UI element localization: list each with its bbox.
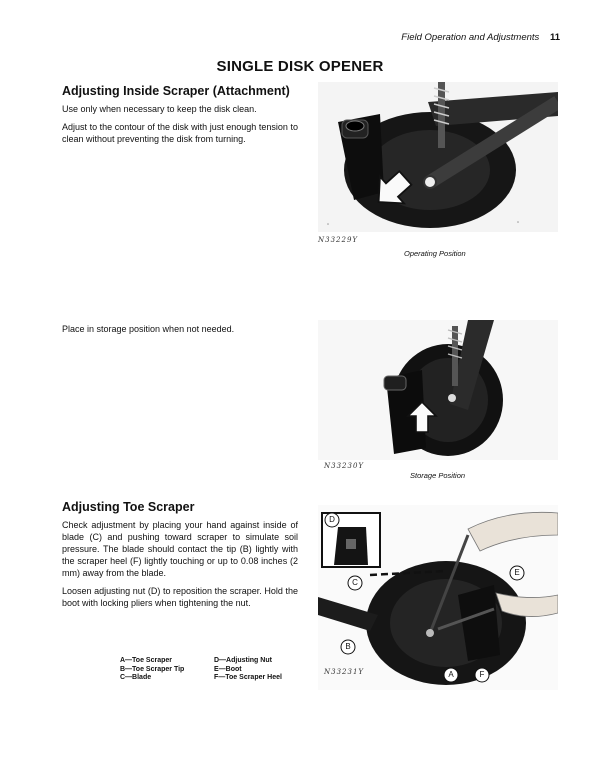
callout-c: C	[347, 575, 363, 596]
legend-item: E—Boot	[214, 665, 242, 673]
page-number: 11	[549, 32, 560, 43]
operating-position-photo	[318, 82, 558, 232]
callout-f: F	[474, 667, 490, 688]
storage-text: Place in storage position when not needed.	[62, 324, 235, 334]
toe-scraper-para-2: Loosen adjusting nut (D) to reposition the scraper. Hold the boot with locking pliers when tightening the nut.	[62, 586, 298, 608]
legend-item: C—Blade	[120, 674, 152, 681]
legend-item: A—Toe Scraper	[120, 657, 172, 664]
figure1-code: N33229Y	[318, 236, 359, 244]
figure3-code: N33231Y	[324, 668, 365, 676]
toe-scraper-photo	[318, 505, 558, 690]
inside-scraper-para-1: Use only when necessary to keep the disk clean.	[62, 104, 257, 114]
legend-right	[214, 657, 282, 683]
toe-scraper-heading: Adjusting Toe Scraper	[62, 500, 195, 514]
legend-item: D—Adjusting Nut	[214, 657, 272, 664]
toe-scraper-para-1: Check adjustment by placing your hand against inside of blade (C) and pushing toward scraper to simulate soil pressure. The blade should contact the tip (B) lightly with the scraper heel (F) lightly touching or up to 0.08 inches (2 mm) away from the blade.	[62, 520, 298, 578]
toe-scraper-section	[62, 500, 298, 609]
figure1-caption: Operating Position	[404, 249, 466, 258]
callout-d: D	[324, 512, 340, 533]
figure2-code: N33230Y	[324, 462, 365, 470]
inside-scraper-para-2: Adjust to the contour of the disk with just enough tension to clean without preventing the disk from turning.	[62, 122, 298, 144]
legend-item: B—Toe Scraper Tip	[120, 665, 185, 673]
callout-e: E	[509, 565, 525, 586]
inside-scraper-heading: Adjusting Inside Scraper (Attachment)	[62, 84, 290, 98]
figure2-caption: Storage Position	[410, 471, 466, 480]
callout-b: B	[340, 639, 356, 660]
section-title: Field Operation and Adjustments	[401, 32, 540, 43]
running-header	[401, 32, 560, 43]
storage-position-photo	[318, 320, 558, 460]
legend-left	[120, 657, 184, 683]
inside-scraper-section	[62, 84, 298, 145]
callout-a: A	[443, 667, 459, 688]
page-title: SINGLE DISK OPENER	[216, 58, 384, 75]
legend-item: F—Toe Scraper Heel	[214, 674, 282, 681]
